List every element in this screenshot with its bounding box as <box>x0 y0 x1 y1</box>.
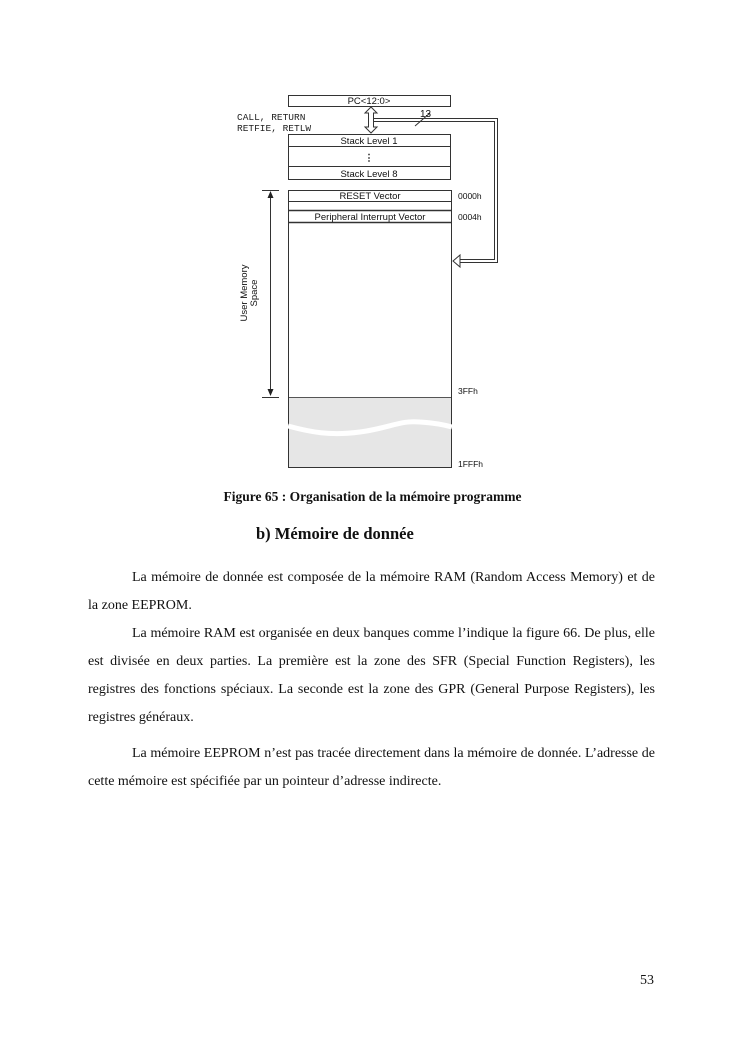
program-memory-diagram <box>0 0 745 480</box>
stack-level-1: Stack Level 1 <box>340 136 398 147</box>
interrupt-vector: Peripheral Interrupt Vector <box>314 212 426 223</box>
figure-caption: Figure 65 : Organisation de la mémoire programme <box>223 489 522 504</box>
addr-reset: 0000h <box>458 191 482 201</box>
section-heading: b) Mémoire de donnée <box>256 524 414 543</box>
bus-arrow-icon <box>453 255 460 267</box>
double-arrow-icon <box>365 107 377 133</box>
paragraph-1: La mémoire de donnée est composée de la mémoire RAM (Random Access Memory) et de la zone EEPROM. <box>88 570 655 613</box>
stack-level-8: Stack Level 8 <box>340 169 398 180</box>
stack-dots: ⋮ <box>364 153 374 164</box>
instructions-line2: RETFIE, RETLW <box>237 123 312 134</box>
user-space-line2: Space <box>249 279 260 307</box>
addr-user-end: 3FFh <box>458 386 478 396</box>
addr-interrupt: 0004h <box>458 212 482 222</box>
addr-end: 1FFFh <box>458 459 484 469</box>
reset-vector: RESET Vector <box>339 191 401 202</box>
paragraph-3: La mémoire EEPROM n’est pas tracée directement dans la mémoire de donnée. L’adresse de cette mémoire est spécifiée par un pointeur d’adresse indirecte. <box>88 746 655 789</box>
paragraph-2: La mémoire RAM est organisée en deux banques comme l’indique la figure 66. De plus, elle est divisée en deux parties. La première est la zone des SFR (Special Function Registers), les registres des fonctions spéciaux. La seconde est la zone des GPR (General Purpose Registers), les registres généraux. <box>88 626 655 725</box>
bus-width: 13 <box>420 109 432 120</box>
user-space-line1: User Memory <box>239 264 250 322</box>
pc-label: PC<12:0> <box>347 96 391 107</box>
page-number: 53 <box>640 973 654 988</box>
instructions-line1: CALL, RETURN <box>237 112 306 123</box>
